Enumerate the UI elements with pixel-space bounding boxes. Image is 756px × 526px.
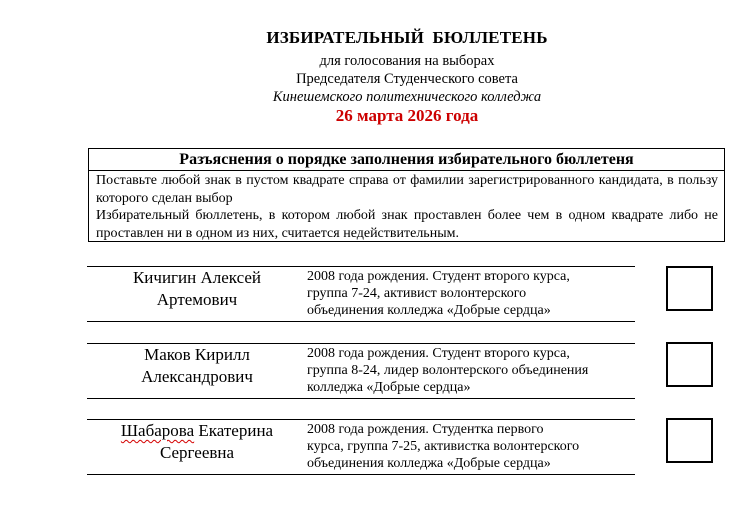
candidate-info-line: 2008 года рождения. Студентка первого xyxy=(307,422,544,437)
candidate-surname: Шабарова xyxy=(120,421,195,440)
row-divider xyxy=(87,321,635,322)
candidate-surname-first: Маков Кирилл xyxy=(144,345,250,364)
candidate-surname-first: Кичигин Алексей xyxy=(132,268,262,287)
vote-checkbox-1[interactable] xyxy=(666,266,713,311)
instructions-paragraph-1: Поставьте любой знак в пустом квадрате справа от фамилии зарегистрированного кандидата, в пользу которого сделан выбор xyxy=(96,173,718,206)
candidate-info xyxy=(307,421,637,472)
candidate-info-line: объединения колледжа «Добрые сердца» xyxy=(307,456,551,471)
candidate-row-1 xyxy=(87,266,635,322)
candidate-info-line: 2008 года рождения. Студент второго курса, xyxy=(307,269,570,284)
candidate-patronymic: Александрович xyxy=(141,367,253,386)
ballot-subtitle-line2: Председателя Студенческого совета xyxy=(296,71,518,87)
election-date: 26 марта 2026 года xyxy=(335,106,479,125)
instructions-heading: Разъяснения о порядке заполнения избирательного бюллетеня xyxy=(89,149,724,171)
candidate-name xyxy=(87,344,307,388)
instructions-paragraph-2: Избирательный бюллетень, в котором любой знак проставлен более чем в одном квадрате либо не проставлен ни в одном из них, считается недействительным. xyxy=(96,208,718,241)
row-divider xyxy=(87,398,635,399)
candidate-patronymic: Сергеевна xyxy=(159,443,235,462)
candidate-info xyxy=(307,345,637,396)
ballot-subtitle-line3: Кинешемского политехнического колледжа xyxy=(272,89,542,105)
candidate-full-line xyxy=(87,420,307,442)
candidate-info-line: курса, группа 7-25, активистка волонтерского xyxy=(307,439,580,454)
candidate-info-line: группа 7-24, активист волонтерского xyxy=(307,286,527,301)
ballot-subtitle-line1: для голосования на выборах xyxy=(319,53,495,69)
candidate-name xyxy=(87,420,307,464)
instructions-body xyxy=(89,171,724,242)
row-divider xyxy=(87,474,635,475)
instructions-box xyxy=(88,148,725,242)
candidate-info-line: колледжа «Добрые сердца» xyxy=(307,380,471,395)
candidate-info-line: группа 8-24, лидер волонтерского объединения xyxy=(307,363,589,378)
candidate-row-3 xyxy=(87,419,635,475)
ballot-title: ИЗБИРАТЕЛЬНЫЙ БЮЛЛЕТЕНЬ xyxy=(266,28,548,47)
candidate-patronymic: Артемович xyxy=(156,290,238,309)
candidate-first-name: Екатерина xyxy=(194,421,274,440)
candidate-info-line: 2008 года рождения. Студент второго курса, xyxy=(307,346,570,361)
candidate-name xyxy=(87,267,307,311)
vote-checkbox-3[interactable] xyxy=(666,418,713,463)
candidate-info xyxy=(307,268,637,319)
candidate-info-line: объединения колледжа «Добрые сердца» xyxy=(307,303,551,318)
vote-checkbox-2[interactable] xyxy=(666,342,713,387)
candidate-row-2 xyxy=(87,343,635,399)
